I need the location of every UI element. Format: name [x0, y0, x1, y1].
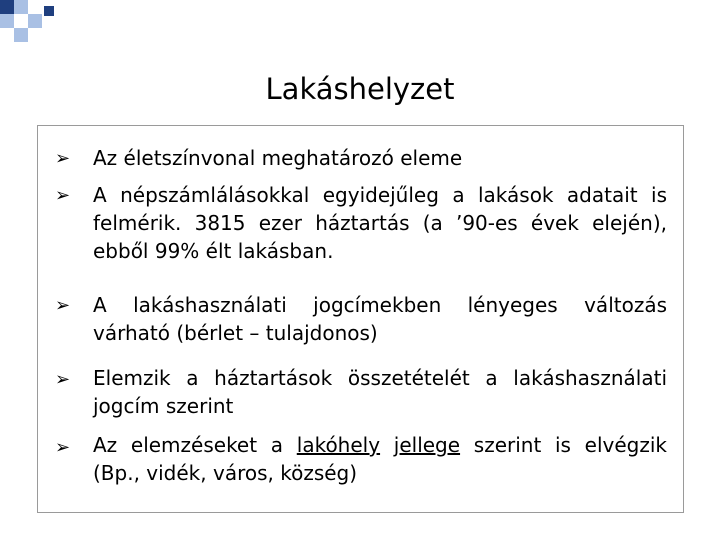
bullet-text-1: Az életszínvonal meghatározó eleme — [93, 146, 463, 170]
corner-decoration — [0, 0, 80, 50]
slide-title: Lakáshelyzet — [265, 72, 455, 106]
content-box — [37, 125, 684, 513]
bullet-arrow-icon: ➢ — [55, 185, 71, 206]
bullet-text-2: A népszámlálásokkal egyidejűleg a lakások adatait is felmérik. 3815 ezer háztartás (a ’90-es évek elején), ebből 99% élt lakásban. — [93, 183, 667, 263]
bullet-text-4: Elemzik a háztartások összetételét a lakáshasználati jogcím szerint — [93, 366, 667, 418]
bullet-arrow-icon: ➢ — [55, 369, 71, 390]
underlined-jellege: jellege — [393, 433, 461, 457]
bullet-arrow-icon: ➢ — [55, 148, 71, 169]
bullet-arrow-icon: ➢ — [55, 437, 71, 458]
underlined-lakohely: lakóhely — [296, 433, 381, 457]
bullet-text-5: Az elemzéseket a lakóhely jellege szerint is elvégzik (Bp., vidék, város, község) — [93, 433, 668, 485]
bullet-text-3: A lakáshasználati jogcímekben lényeges változás várható (bérlet – tulajdonos) — [93, 293, 667, 345]
bullet-arrow-icon: ➢ — [55, 295, 71, 316]
